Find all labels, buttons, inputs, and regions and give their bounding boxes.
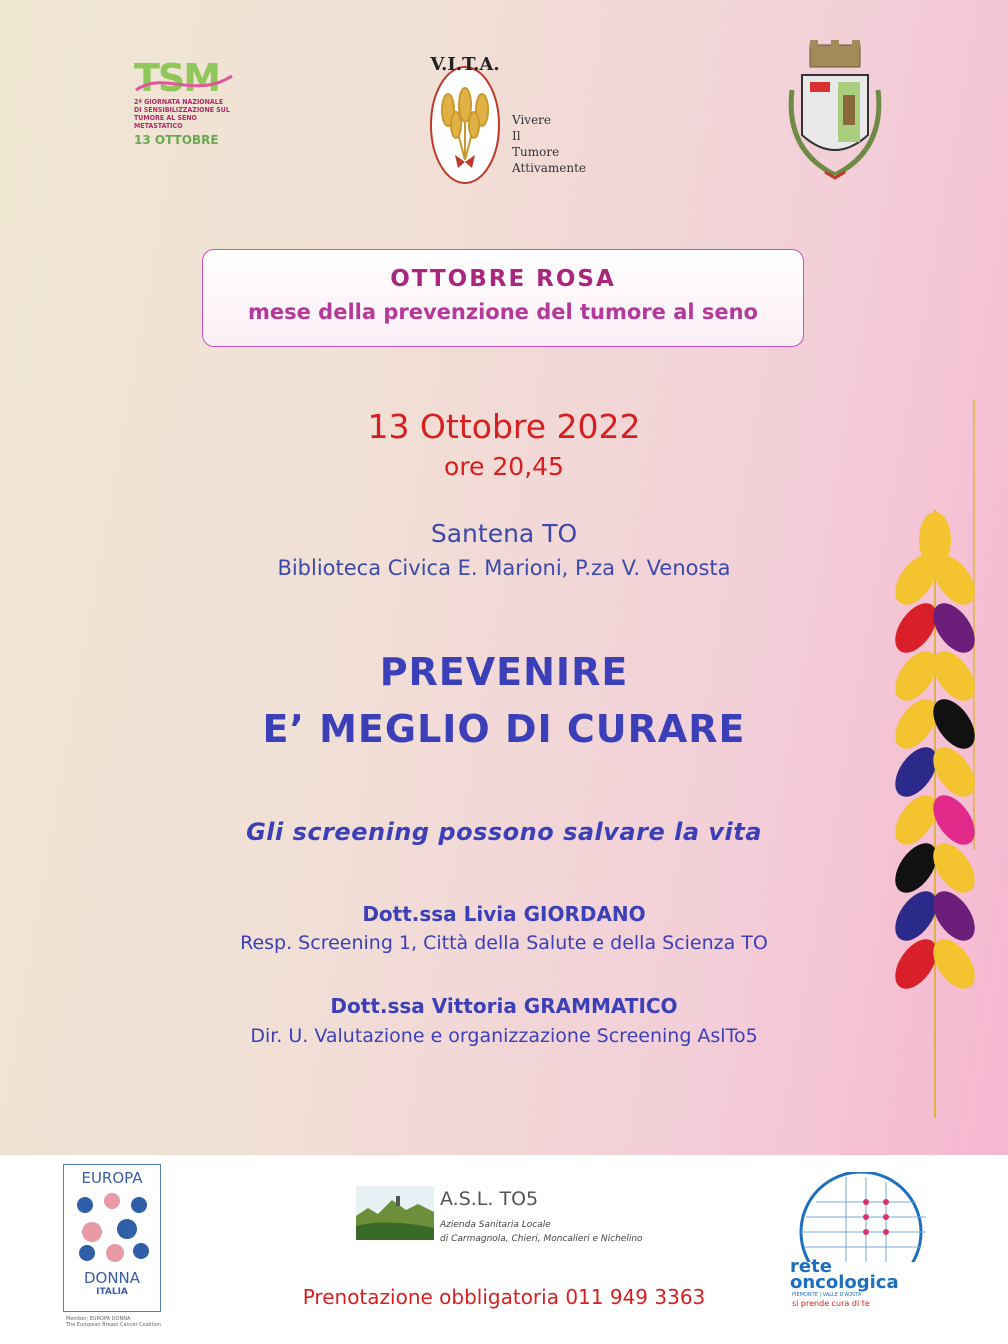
vita-acronym: [512, 112, 586, 176]
ottobre-rosa-banner: [202, 249, 804, 347]
event-time: ore 20,45: [444, 452, 564, 481]
asl-subtitle: [440, 1218, 643, 1246]
europa-member-line-2: The European Breast Cancer Coalition: [66, 1322, 162, 1328]
booking-info: Prenotazione obbligatoria 011 949 3363: [302, 1285, 706, 1309]
subtitle: Gli screening possono salvare la vita: [246, 818, 762, 846]
wheat-bundle-icon: [410, 40, 520, 190]
colored-wheat-ear-icon: [888, 400, 984, 1120]
tsm-line-3: TUMORE AL SENO METASTATICO: [134, 114, 197, 130]
coat-of-arms-icon: [780, 40, 890, 190]
asl-subtitle-1: Azienda Sanitaria Locale: [440, 1220, 551, 1230]
network-globe-icon: [786, 1172, 936, 1262]
speaker-2-name: Dott.ssa Vittoria GRAMMATICO: [330, 994, 678, 1018]
headline-line-1: PREVENIRE: [379, 650, 629, 694]
speaker-1-name: Dott.ssa Livia GIORDANO: [362, 902, 646, 926]
tsm-date: 13 OTTOBRE: [134, 133, 219, 147]
rete-word: rete: [790, 1256, 832, 1277]
tsm-letters: TSM: [134, 56, 220, 100]
tsm-line-2: DI SENSIBILIZZAZIONE SUL: [134, 106, 230, 114]
speaker-1-role: Resp. Screening 1, Città della Salute e della Scienza TO: [240, 932, 768, 954]
event-date: 13 Ottobre 2022: [367, 407, 641, 446]
tsm-line-1: 2ª GIORNATA NAZIONALE: [134, 98, 224, 106]
asl-to5-logo: [356, 1186, 656, 1246]
vita-word-1: Vivere: [512, 113, 552, 127]
tsm-logo: [134, 58, 244, 168]
svg-text:V.I.T.A.: V.I.T.A.: [430, 54, 500, 75]
municipal-crest: [780, 40, 890, 190]
banner-subtitle: mese della prevenzione del tumore al seno: [248, 300, 758, 324]
asl-title: A.S.L. TO5: [440, 1188, 539, 1210]
vita-word-3: Tumore: [512, 145, 560, 159]
rete-region: PIEMONTE | VALLE D'AOSTA: [792, 1292, 862, 1298]
asl-subtitle-2: di Carmagnola, Chieri, Moncalieri e Nichelino: [440, 1234, 643, 1244]
vita-word-2: Il: [512, 129, 521, 143]
event-place: Santena TO: [430, 519, 578, 548]
europa-member-note: [66, 1316, 161, 1328]
speaker-2-role: Dir. U. Valutazione e organizzazione Screening AslTo5: [250, 1025, 758, 1047]
headline-line-2: E’ MEGLIO DI CURARE: [262, 707, 746, 751]
rete-oncologica-logo: [786, 1172, 936, 1308]
europa-member-line-1: Member: EUROPA DONNA: [66, 1316, 131, 1322]
event-venue: Biblioteca Civica E. Marioni, P.za V. Venosta: [277, 556, 731, 580]
europa-donna-top: EUROPA: [81, 1169, 143, 1187]
puzzle-figures-icon: [67, 1187, 157, 1265]
landscape-icon: [356, 1186, 434, 1240]
vita-word-4: Attivamente: [512, 161, 587, 175]
europa-donna-bottom: DONNA: [83, 1269, 141, 1287]
oncologica-word: oncologica: [790, 1272, 899, 1293]
europa-donna-country: ITALIA: [96, 1287, 128, 1297]
rete-tagline: si prende cura di te: [792, 1299, 870, 1308]
pink-ribbon-icon: [134, 68, 234, 98]
banner-title: OTTOBRE ROSA: [390, 266, 616, 292]
vita-logo: [410, 40, 590, 190]
